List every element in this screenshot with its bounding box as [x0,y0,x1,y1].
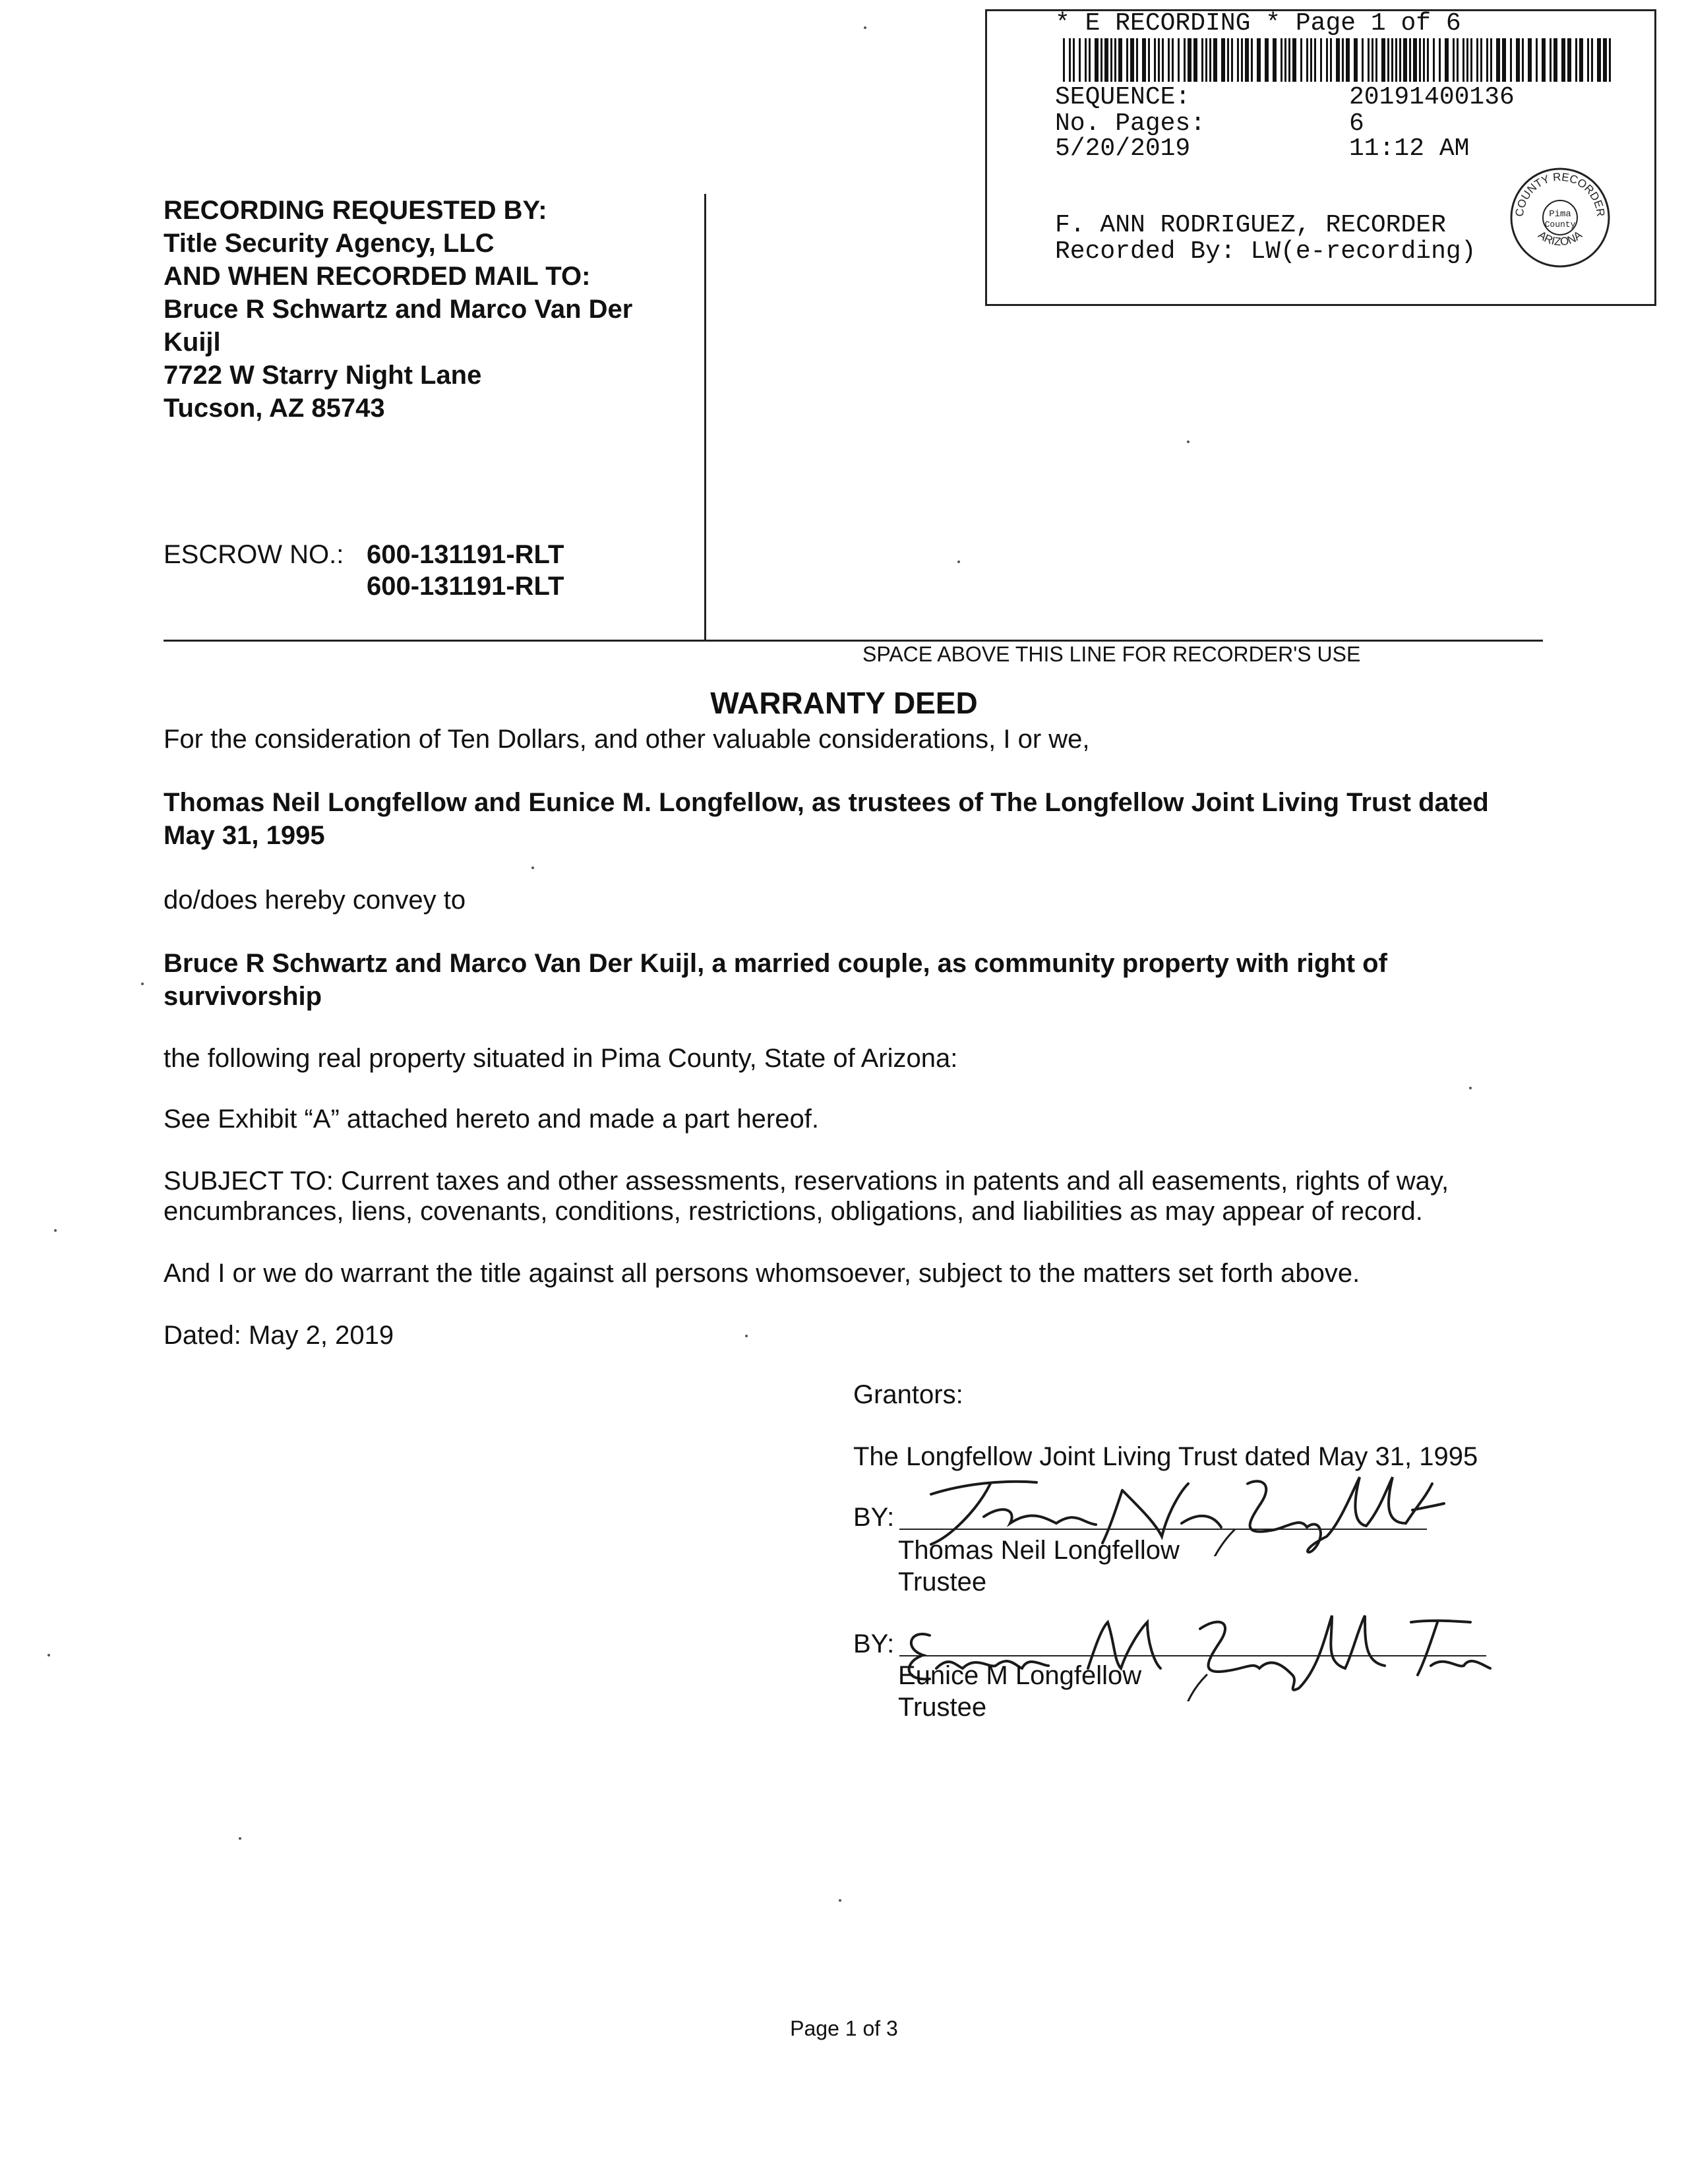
signer-name-2: Eunice M Longfellow [898,1661,1142,1690]
barcode-bar [1395,38,1397,82]
subject-to-line-1: SUBJECT TO: Current taxes and other assessments, reservations in patents and all easements, rights of way, [164,1167,1449,1196]
scan-speck [745,1335,748,1337]
barcode-bar [1399,38,1401,82]
barcode-bar [1168,38,1170,82]
barcode-bar [1490,38,1492,82]
requested-by-heading: RECORDING REQUESTED BY: [164,196,547,225]
convey-clause: do/does hereby convey to [164,886,466,915]
barcode-bar [1470,38,1472,82]
recording-request-block [164,194,704,425]
barcode-bar [1073,38,1075,82]
barcode-bar [1591,38,1593,82]
barcode-bar [1273,38,1277,82]
pages-value: 6 [1349,109,1364,138]
barcode-bar [1265,38,1269,82]
barcode-bar [1237,38,1239,82]
barcode-bar [1528,38,1532,82]
barcode-bar [1306,38,1308,82]
pages-label: No. Pages: [1055,109,1206,138]
escrow-label: ESCROW NO.: [164,540,344,569]
barcode-bar [1409,38,1411,82]
barcode-bar [1579,38,1583,82]
signer-role-1: Trustee [898,1567,987,1596]
signer-name-1: Thomas Neil Longfellow [898,1536,1180,1565]
barcode-bar [1445,38,1449,82]
county-recorder-seal [1509,166,1612,269]
barcode-bar [1154,38,1156,82]
barcode-bar [1241,38,1243,82]
seal-top-text: COUNTY RECORDER [1513,170,1608,218]
barcode-bar [1292,38,1296,82]
vertical-divider [704,194,706,641]
barcode-bar [1553,38,1557,82]
barcode-bar [1542,38,1546,82]
barcode-bar [1114,38,1116,82]
recorder-name: F. ANN RODRIGUEZ, RECORDER [1055,211,1446,239]
barcode-bar [1433,38,1435,82]
scan-speck [47,1654,50,1656]
requesting-agency: Title Security Agency, LLC [164,229,495,258]
property-clause: the following real property situated in Pima County, State of Arizona: [164,1044,958,1073]
warranty-clause: And I or we do warrant the title against all persons whomsoever, subject to the matters set forth above. [164,1259,1360,1288]
scan-speck [839,1899,841,1902]
signer-role-2: Trustee [898,1693,987,1722]
recording-time: 11:12 AM [1349,135,1470,163]
scan-speck [54,1229,57,1232]
barcode-bar [1516,38,1520,82]
sequence-label: SEQUENCE: [1055,83,1191,111]
barcode-bar [1342,38,1344,82]
barcode-bar [1496,38,1500,82]
barcode-bar [1368,38,1370,82]
barcode-bar [1142,38,1146,82]
barcode-bar [1462,38,1464,82]
barcode-bar [1522,38,1524,82]
scan-speck [1187,440,1190,443]
barcode-bar [1251,38,1253,82]
barcode-bar [1413,38,1417,82]
mail-to-city: Tucson, AZ 85743 [164,394,385,423]
barcode-bar [1221,38,1225,82]
seal-bottom-text: ARIZONA [1536,228,1584,249]
barcode-bar [1439,38,1441,82]
grantors-label: Grantors: [853,1380,963,1409]
mail-to-street: 7722 W Starry Night Lane [164,361,482,390]
scan-speck [239,1837,241,1840]
barcode [1063,38,1612,82]
barcode-bar [1597,38,1601,82]
barcode-bar [1227,38,1229,82]
barcode-bar [1403,38,1407,82]
scan-speck [141,983,144,985]
barcode-bar [1100,38,1102,82]
recorder-use-caption: SPACE ABOVE THIS LINE FOR RECORDER'S USE [862,642,1361,666]
barcode-bar [1158,38,1160,82]
dated-line: Dated: May 2, 2019 [164,1321,394,1350]
page-footer: Page 1 of 3 [790,2017,898,2040]
barcode-bar [1502,38,1506,82]
barcode-bar [1346,38,1350,82]
barcode-bar [1372,38,1373,82]
barcode-bar [1118,38,1122,82]
barcode-bar [1486,38,1488,82]
barcode-bar [1104,38,1108,82]
grantors-line-1: Thomas Neil Longfellow and Eunice M. Longfellow, as trustees of The Longfellow Joint Living Trust dated [164,788,1489,817]
barcode-bar [1110,38,1112,82]
barcode-bar [1354,38,1358,82]
mail-to-names: Bruce R Schwartz and Marco Van Der [164,295,633,324]
scan-speck [864,26,866,29]
barcode-bar [1079,38,1081,82]
barcode-bar [1126,38,1128,82]
barcode-bar [1205,38,1207,82]
barcode-bar [1375,38,1377,82]
by-label-2: BY: [853,1629,895,1658]
grantees-line-2: survivorship [164,982,322,1011]
barcode-bar [1550,38,1552,82]
barcode-bar [1466,38,1468,82]
subject-to-line-2: encumbrances, liens, covenants, conditions, restrictions, obligations, and liabilities as may appear of record. [164,1197,1423,1226]
barcode-bar [1609,38,1611,82]
barcode-bar [1567,38,1571,82]
barcode-bar [1184,38,1186,82]
document-title: WARRANTY DEED [710,686,978,720]
barcode-bar [1510,38,1512,82]
scan-speck [531,866,534,869]
barcode-bar [1536,38,1538,82]
barcode-bar [1288,38,1290,82]
barcode-bar [1245,38,1249,82]
barcode-bar [1457,38,1459,82]
barcode-bar [1391,38,1393,82]
seal-center-text-2: County [1544,220,1576,229]
escrow-number-1: 600-131191-RLT [367,540,564,569]
mail-to-heading: AND WHEN RECORDED MAIL TO: [164,262,591,291]
consideration-paragraph: For the consideration of Ten Dollars, and other valuable considerations, I or we, [164,725,1090,754]
escrow-number-2: 600-131191-RLT [367,572,564,601]
barcode-bar [1281,38,1282,82]
barcode-bar [1453,38,1455,82]
barcode-bar [1162,38,1164,82]
barcode-bar [1257,38,1261,82]
barcode-bar [1136,38,1138,82]
barcode-bar [1300,38,1302,82]
barcode-bar [1575,38,1577,82]
barcode-bar [1193,38,1197,82]
barcode-bar [1381,38,1385,82]
barcode-bar [1209,38,1211,82]
barcode-bar [1188,38,1191,82]
barcode-bar [1310,38,1312,82]
barcode-bar [1587,38,1589,82]
barcode-bar [1603,38,1607,82]
recorded-by: Recorded By: LW(e-recording) [1055,237,1476,266]
barcode-bar [1320,38,1322,82]
barcode-bar [1148,38,1150,82]
scan-speck [1469,1087,1472,1089]
barcode-bar [1063,38,1065,82]
barcode-bar [1213,38,1217,82]
barcode-bar [1085,38,1087,82]
barcode-bar [1284,38,1286,82]
barcode-bar [1476,38,1478,82]
barcode-bar [1427,38,1429,82]
barcode-bar [1314,38,1316,82]
scan-speck [957,561,960,563]
barcode-bar [1231,38,1233,82]
recording-header: * E RECORDING * Page 1 of 6 [1055,9,1461,38]
barcode-bar [1326,38,1328,82]
mail-to-names-cont: Kuijl [164,328,221,357]
barcode-bar [1130,38,1134,82]
barcode-bar [1480,38,1482,82]
barcode-bar [1336,38,1340,82]
grantees-line-1: Bruce R Schwartz and Marco Van Der Kuijl, a married couple, as community property with right of [164,949,1387,978]
sequence-value: 20191400136 [1349,83,1515,111]
barcode-bar [1561,38,1565,82]
seal-center-text-1: Pima [1549,209,1571,220]
barcode-bar [1095,38,1099,82]
trust-name: The Longfellow Joint Living Trust dated May 31, 1995 [853,1442,1478,1471]
grantors-line-2: May 31, 1995 [164,821,325,850]
barcode-bar [1069,38,1071,82]
barcode-bar [1387,38,1389,82]
exhibit-clause: See Exhibit “A” attached hereto and made a part hereof. [164,1105,819,1134]
recording-date: 5/20/2019 [1055,135,1191,163]
barcode-bar [1178,38,1180,82]
barcode-bar [1362,38,1364,82]
barcode-bar [1419,38,1421,82]
barcode-bar [1330,38,1332,82]
barcode-bar [1201,38,1203,82]
barcode-bar [1423,38,1425,82]
by-label-1: BY: [853,1503,895,1532]
barcode-bar [1172,38,1174,82]
barcode-bar [1089,38,1091,82]
